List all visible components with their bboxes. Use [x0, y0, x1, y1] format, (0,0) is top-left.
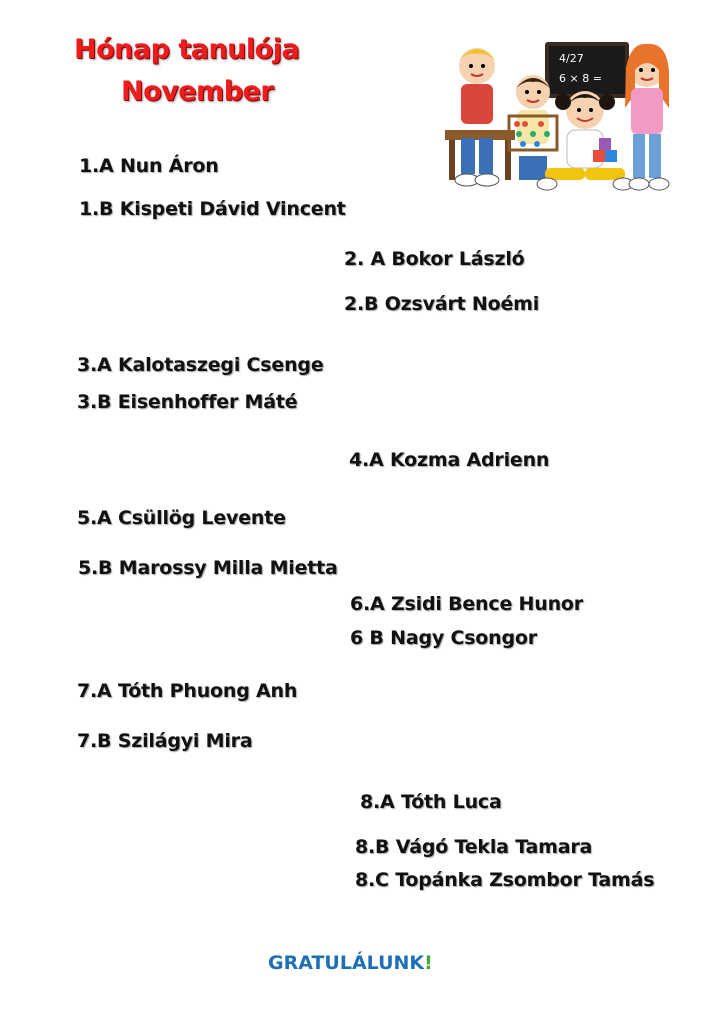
list-item: 6 B Nagy Csongor [350, 627, 537, 649]
list-item: 1.A Nun Áron [79, 155, 219, 177]
list-item: 8.B Vágó Tekla Tamara [355, 836, 593, 858]
list-item: 8.C Topánka Zsombor Tamás [355, 869, 655, 891]
congratulations-footer [268, 952, 433, 974]
page-title: Hónap tanulója [74, 34, 300, 65]
page-subtitle-month: November [121, 76, 274, 107]
list-item: 3.A Kalotaszegi Csenge [77, 354, 324, 376]
list-item: 1.B Kispeti Dávid Vincent [79, 198, 346, 220]
kids-classroom-illustration-icon [445, 38, 677, 206]
chalkboard-text-1: 4/27 [559, 52, 584, 65]
list-item: 3.B Eisenhoffer Máté [77, 391, 298, 413]
list-item: 7.A Tóth Phuong Anh [77, 680, 298, 702]
list-item: 4.A Kozma Adrienn [349, 449, 550, 471]
list-item: 5.A Csüllög Levente [77, 507, 286, 529]
exclamation-mark: ! [424, 952, 433, 974]
list-item: 7.B Szilágyi Mira [77, 730, 253, 752]
list-item: 2. A Bokor László [344, 248, 525, 270]
chalkboard-text-2: 6 × 8 = [559, 72, 602, 85]
list-item: 6.A Zsidi Bence Hunor [350, 593, 583, 615]
list-item: 2.B Ozsvárt Noémi [344, 293, 540, 315]
congratulations-text: GRATULÁLUNK [268, 952, 425, 974]
list-item: 5.B Marossy Milla Mietta [78, 557, 338, 579]
list-item: 8.A Tóth Luca [360, 791, 502, 813]
